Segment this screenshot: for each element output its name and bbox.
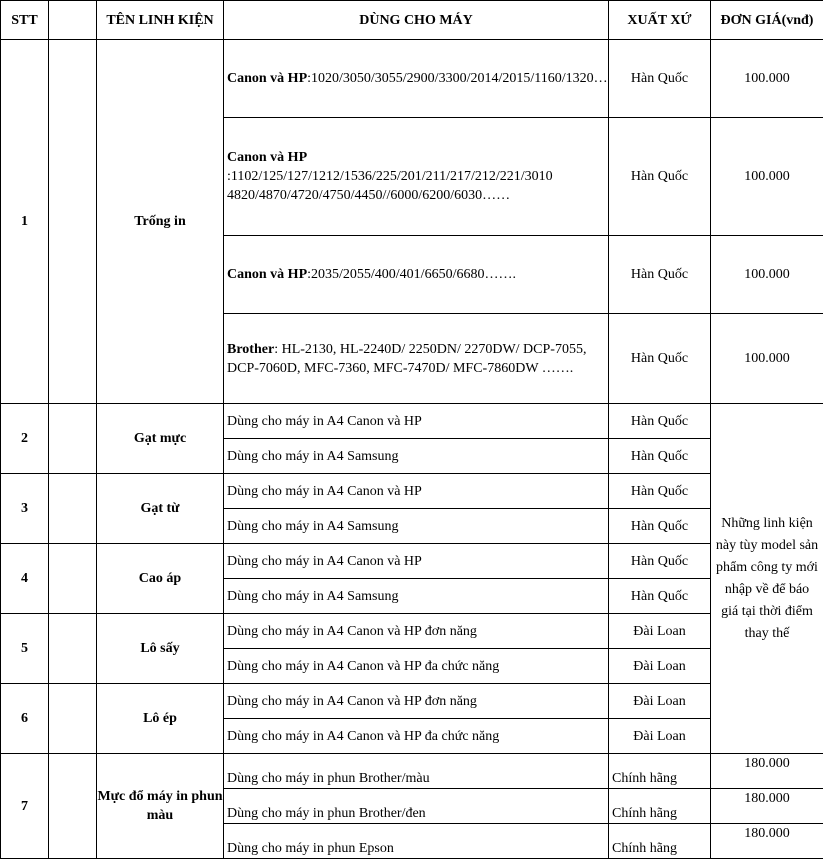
- part-name: Lô sấy: [97, 614, 224, 684]
- table-row: [1, 40, 823, 118]
- origin-cell: Chính hãng: [609, 789, 711, 824]
- row-stt: 3: [1, 474, 49, 544]
- table-row: [1, 754, 823, 789]
- origin-cell: Hàn Quốc: [609, 474, 711, 509]
- header-row: [1, 1, 823, 40]
- origin-cell: Hàn Quốc: [609, 544, 711, 579]
- origin-cell: Chính hãng: [609, 754, 711, 789]
- usage-models: :1020/3050/3055/2900/3300/2014/2015/1160/1320…: [307, 71, 608, 86]
- usage-models: : HL-2130, HL-2240D/ 2250DN/ 2270DW/ DCP-7055, DCP-7060D, MFC-7360, MFC-7470D/ MFC-7860DW …….: [227, 341, 587, 376]
- usage-cell: Dùng cho máy in A4 Canon và HP: [224, 544, 609, 579]
- price-cell: 180.000: [711, 824, 823, 859]
- table-row: [1, 614, 823, 649]
- origin-cell: Hàn Quốc: [609, 314, 711, 404]
- part-image: [49, 754, 97, 859]
- usage-models: :1102/125/127/1212/1536/225/201/211/217/212/221/3010 4820/4870/4720/4750/4450//6000/6200/6030……: [227, 169, 553, 203]
- origin-cell: Đài Loan: [609, 649, 711, 684]
- origin-cell: Hàn Quốc: [609, 579, 711, 614]
- part-name: Mực đổ máy in phun màu: [97, 754, 224, 859]
- row-stt: 4: [1, 544, 49, 614]
- row-stt: 5: [1, 614, 49, 684]
- price-cell: 180.000: [711, 754, 823, 789]
- usage-cell: [224, 236, 609, 314]
- usage-cell: Dùng cho máy in A4 Canon và HP đa chức năng: [224, 719, 609, 754]
- origin-cell: Đài Loan: [609, 614, 711, 649]
- part-image: [49, 684, 97, 754]
- usage-cell: Dùng cho máy in A4 Canon và HP: [224, 404, 609, 439]
- origin-cell: Hàn Quốc: [609, 118, 711, 236]
- price-cell: 100.000: [711, 314, 823, 404]
- header-price: ĐƠN GIÁ(vnđ): [711, 1, 823, 40]
- part-name: Lô ép: [97, 684, 224, 754]
- origin-cell: Đài Loan: [609, 719, 711, 754]
- header-image: [49, 1, 97, 40]
- row-stt: 2: [1, 404, 49, 474]
- origin-cell: Hàn Quốc: [609, 509, 711, 544]
- part-image: [49, 40, 97, 404]
- usage-cell: Dùng cho máy in phun Brother/đen: [224, 789, 609, 824]
- price-cell: 180.000: [711, 789, 823, 824]
- usage-cell: Dùng cho máy in A4 Samsung: [224, 579, 609, 614]
- usage-cell: Dùng cho máy in A4 Canon và HP: [224, 474, 609, 509]
- origin-cell: Hàn Quốc: [609, 404, 711, 439]
- usage-cell: Dùng cho máy in phun Brother/màu: [224, 754, 609, 789]
- price-cell: 100.000: [711, 118, 823, 236]
- part-image: [49, 614, 97, 684]
- usage-models: :2035/2055/400/401/6650/6680…….: [307, 267, 516, 282]
- origin-cell: Chính hãng: [609, 824, 711, 859]
- usage-cell: Dùng cho máy in A4 Samsung: [224, 509, 609, 544]
- part-image: [49, 474, 97, 544]
- price-note: Những linh kiện này tùy model sản phẩm công ty mới nhập về để báo giá tại thời điểm thay thế: [711, 404, 823, 754]
- usage-cell: Dùng cho máy in A4 Samsung: [224, 439, 609, 474]
- row-stt: 1: [1, 40, 49, 404]
- price-cell: 100.000: [711, 236, 823, 314]
- usage-cell: Dùng cho máy in A4 Canon và HP đơn năng: [224, 614, 609, 649]
- header-origin: XUẤT XỨ: [609, 1, 711, 40]
- part-name: Gạt mực: [97, 404, 224, 474]
- origin-cell: Đài Loan: [609, 684, 711, 719]
- usage-brand: Brother: [227, 341, 275, 357]
- price-cell: 100.000: [711, 40, 823, 118]
- usage-brand: Canon và HP: [227, 150, 308, 165]
- usage-brand: Canon và HP: [227, 71, 308, 86]
- usage-cell: [224, 314, 609, 404]
- origin-cell: Hàn Quốc: [609, 236, 711, 314]
- usage-cell: Dùng cho máy in A4 Canon và HP đơn năng: [224, 684, 609, 719]
- origin-cell: Hàn Quốc: [609, 40, 711, 118]
- part-name: Trống in: [97, 40, 224, 404]
- usage-cell: [224, 118, 609, 236]
- row-stt: 6: [1, 684, 49, 754]
- part-image: [49, 404, 97, 474]
- usage-cell: [224, 40, 609, 118]
- part-image: [49, 544, 97, 614]
- part-name: Gạt từ: [97, 474, 224, 544]
- usage-cell: Dùng cho máy in A4 Canon và HP đa chức năng: [224, 649, 609, 684]
- origin-cell: Hàn Quốc: [609, 439, 711, 474]
- header-usage: DÙNG CHO MÁY: [224, 1, 609, 40]
- header-stt: STT: [1, 1, 49, 40]
- header-name: TÊN LINH KIỆN: [97, 1, 224, 40]
- table-row: [1, 544, 823, 579]
- table-row: [1, 684, 823, 719]
- table-row: [1, 474, 823, 509]
- usage-brand: Canon và HP: [227, 267, 308, 282]
- part-name: Cao áp: [97, 544, 224, 614]
- usage-cell: Dùng cho máy in phun Epson: [224, 824, 609, 859]
- table-row: [1, 404, 823, 439]
- row-stt: 7: [1, 754, 49, 859]
